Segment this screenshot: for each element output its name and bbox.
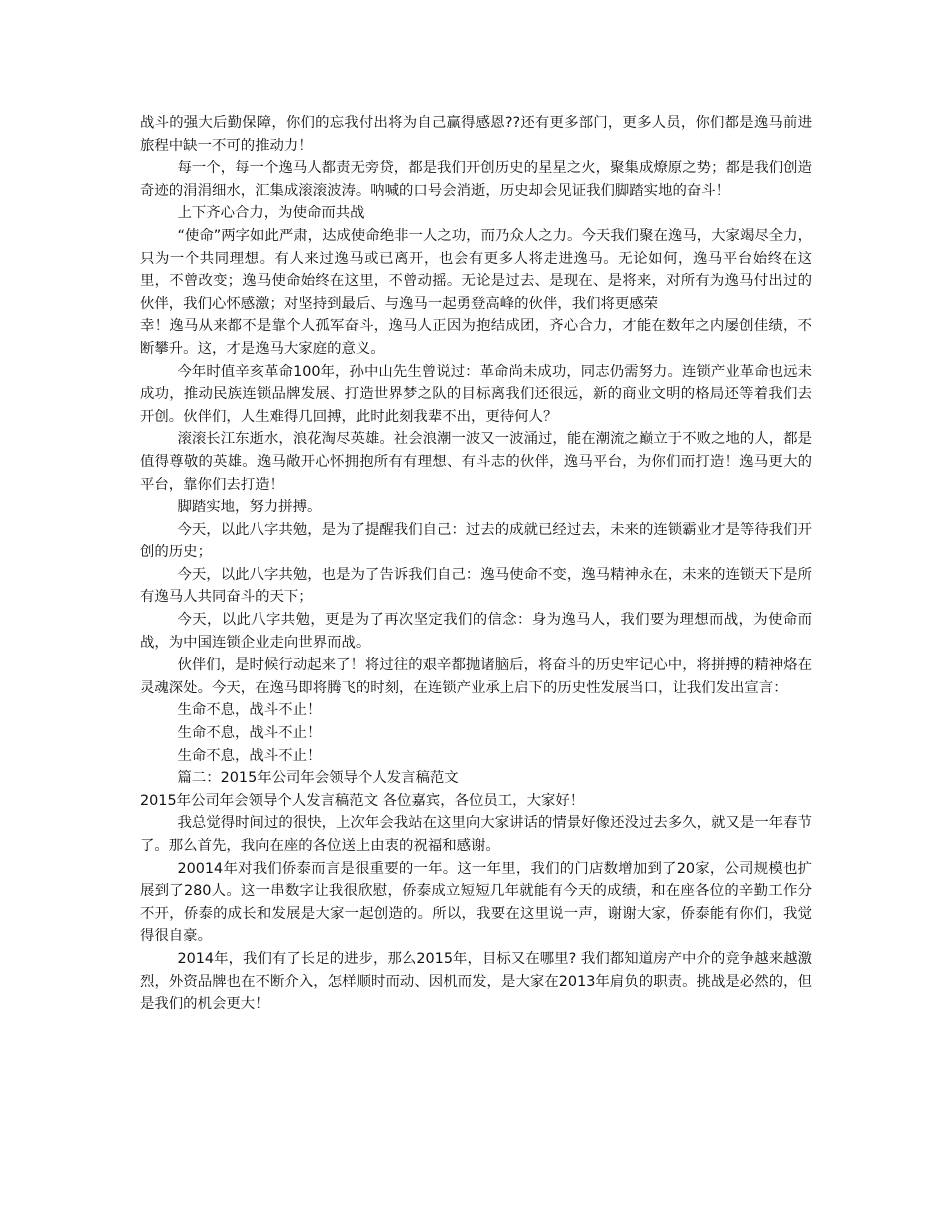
article-title: 篇二：2015年公司年会领导个人发言稿范文 bbox=[177, 770, 459, 787]
paragraph: 每一个，每一个逸马人都责无旁贷，都是我们开创历史的星星之火，聚集成燎原之势；都是我们创造奇迹的涓涓细水，汇集成滚滚波涛。呐喊的口号会消逝，历史却会见证我们脚踏实地的奋斗！ bbox=[140, 160, 812, 199]
paragraph: 今天，以此八字共勉，也是为了告诉我们自己：逸马使命不变，逸马精神永在，未来的连锁天下是所有逸马人共同奋斗的天下； bbox=[140, 566, 812, 606]
slogan-line: 生命不息，战斗不止！ bbox=[177, 747, 322, 764]
paragraph: 幸！逸马从来都不是靠个人孤军奋斗，逸马人正因为抱结成团，齐心合力，才能在数年之内屡创佳绩，不断攀升。这，才是逸马大家庭的意义。 bbox=[140, 318, 812, 357]
paragraph: 我总觉得时间过的很快，上次年会我站在这里向大家讲话的情景好像还没过去多久，就又是一年春节了。那么首先，我向在座的各位送上由衷的祝福和感谢。 bbox=[140, 815, 812, 854]
paragraph: 伙伴们，是时候行动起来了！将过往的艰辛都抛诸脑后，将奋斗的历史牢记心中，将拼搏的精神烙在灵魂深处。今天，在逸马即将腾飞的时刻，在连锁产业承上启下的历史性发展当口，让我们发出宣言： bbox=[140, 657, 812, 696]
slogan-line: 生命不息，战斗不止！ bbox=[177, 725, 322, 742]
paragraph: 今天，以此八字共勉，更是为了再次坚定我们的信念：身为逸马人，我们要为理想而战，为使命而战，为中国连锁企业走向世界而战。 bbox=[140, 612, 812, 651]
paragraph: 20014年对我们侨泰而言是很重要的一年。这一年里，我们的门店数增加到了20家，公司规模也扩展到了280人。这一串数字让我很欣慰，侨泰成立短短几年就能有今天的成绩，和在座各位的辛勤工作分不开，侨泰的成长和发展是大家一起创造的。所以，我要在这里说一声，谢谢大家，侨泰能有你们，我觉得很自豪。 bbox=[140, 860, 812, 945]
paragraph: “使命”两字如此严肃，达成使命绝非一人之功，而乃众人之力。今天我们聚在逸马，大家竭尽全力，只为一个共同理想。有人来过逸马或已离开，也会有更多人将走进逸马。无论如何，逸马平台始终在这里，不曾改变；逸马使命始终在这里，不曾动摇。无论是过去、是现在、是将来，对所有为逸马付出过的伙伴，我们心怀感激；对坚持到最后、与逸马一起勇登高峰的伙伴，我们将更感荣 bbox=[140, 227, 812, 312]
paragraph: 今年时值辛亥革命100年，孙中山先生曾说过：革命尚未成功，同志仍需努力。连锁产业革命也远未成功，推动民族连锁品牌发展、打造世界梦之队的目标离我们还很远，新的商业文明的格局还等着我们去开创。伙伴们，人生难得几回搏，此时此刻我辈不出，更待何人？ bbox=[140, 363, 812, 425]
paragraph: 2015年公司年会领导个人发言稿范文 各位嘉宾，各位员工，大家好！ bbox=[140, 792, 585, 809]
section-heading: 脚踏实地，努力拼搏。 bbox=[177, 499, 322, 516]
section-heading: 上下齐心合力，为使命而共战 bbox=[177, 205, 365, 222]
paragraph: 2014年，我们有了长足的进步，那么2015年，目标又在哪里? 我们都知道房产中介的竞争越来越激烈，外资品牌也在不断介入，怎样顺时而动、因机而发，是大家在2013年肩负的职责。挑战是必然的，但是我们的机会更大！ bbox=[140, 950, 812, 1013]
paragraph: 滚滚长江东逝水，浪花淘尽英雄。社会浪潮一波又一波涌过，能在潮流之巅立于不败之地的人，都是值得尊敬的英雄。逸马敞开心怀拥抱所有有理想、有斗志的伙伴，逸马平台，为你们而打造！逸马更大的平台，靠你们去打造！ bbox=[140, 431, 812, 493]
document-page bbox=[140, 112, 812, 1016]
paragraph: 战斗的强大后勤保障，你们的忘我付出将为自己赢得感恩??还有更多部门，更多人员，你们都是逸马前进旅程中缺一不可的推动力！ bbox=[140, 115, 812, 154]
slogan-line: 生命不息，战斗不止！ bbox=[177, 702, 322, 719]
paragraph: 今天，以此八字共勉，是为了提醒我们自己：过去的成就已经过去，未来的连锁霸业才是等待我们开创的历史； bbox=[140, 521, 812, 561]
